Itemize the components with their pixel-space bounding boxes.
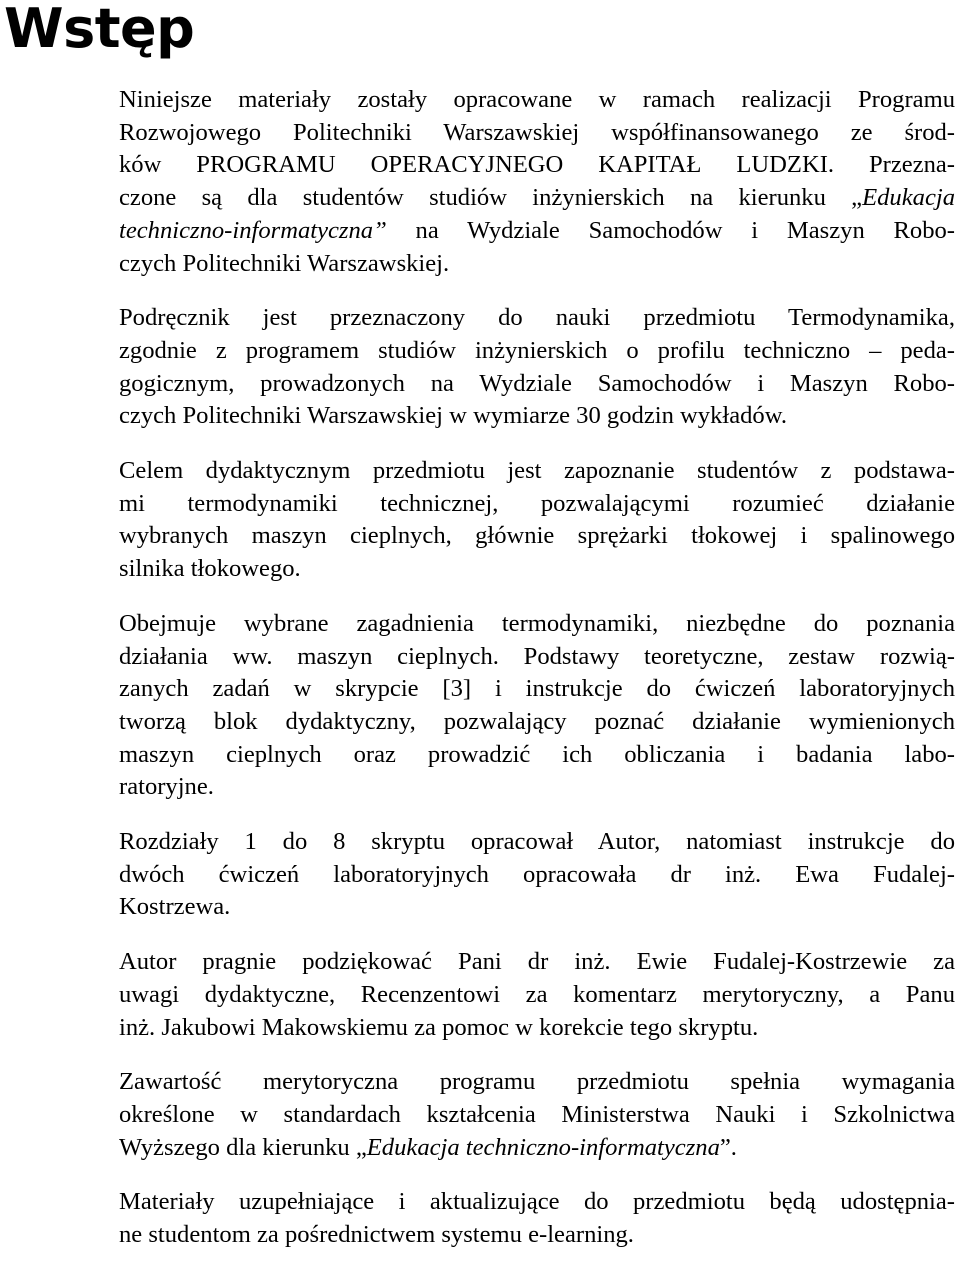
text-run: wybranych maszyn cieplnych, głównie sprężarki tłokowej i spalinowego bbox=[119, 522, 955, 550]
text-run: Kostrzewa. bbox=[119, 893, 231, 921]
text-run: Materiały uzupełniające i aktualizujące do przedmiotu będą udostępnia- bbox=[119, 1188, 955, 1216]
text-run: czone są dla studentów studiów inżynierskich na kierunku „ bbox=[119, 184, 863, 212]
italic-text: techniczno-informatyczna” bbox=[119, 216, 387, 244]
paragraph bbox=[119, 946, 955, 1044]
text-line bbox=[119, 335, 955, 368]
text-line bbox=[119, 673, 955, 706]
text-line bbox=[119, 182, 955, 215]
text-run: czych Politechniki Warszawskiej. bbox=[119, 249, 450, 277]
text-line bbox=[119, 368, 955, 401]
text-run: gogicznym, prowadzonych na Wydziale Samochodów i Maszyn Robo- bbox=[119, 369, 955, 397]
text-line bbox=[119, 891, 955, 924]
text-run: Wyższego dla kierunku „ bbox=[119, 1133, 367, 1161]
paragraph bbox=[119, 455, 955, 586]
text-run: mi termodynamiki technicznej, pozwalającymi rozumieć działanie bbox=[119, 489, 955, 517]
text-run: Rozwojowego Politechniki Warszawskiej współfinansowanego ze środ- bbox=[119, 118, 955, 146]
paragraph bbox=[119, 1066, 955, 1164]
text-line bbox=[119, 706, 955, 739]
text-line bbox=[119, 455, 955, 488]
text-run: Zawartość merytoryczna programu przedmiotu spełnia wymagania bbox=[119, 1068, 955, 1096]
paragraph bbox=[119, 1186, 955, 1251]
text-line bbox=[119, 1219, 955, 1252]
text-run: ratoryjne. bbox=[119, 773, 214, 801]
text-run: Celem dydaktycznym przedmiotu jest zapoznanie studentów z podstawa- bbox=[119, 457, 955, 485]
page-title: Wstęp bbox=[4, 0, 195, 60]
text-line bbox=[119, 979, 955, 1012]
text-run: Autor pragnie podziękować Pani dr inż. Ewie Fudalej-Kostrzewie za bbox=[119, 948, 955, 976]
text-run: Niniejsze materiały zostały opracowane w ramach realizacji Programu bbox=[119, 86, 955, 113]
text-line bbox=[119, 1132, 955, 1165]
text-run: czych Politechniki Warszawskiej w wymiarze 30 godzin wykładów. bbox=[119, 402, 788, 430]
text-run: uwagi dydaktyczne, Recenzentowi za komentarz merytoryczny, a Panu bbox=[119, 980, 955, 1008]
italic-text: Edukacja techniczno-informatyczna bbox=[366, 1133, 720, 1161]
text-line bbox=[119, 553, 955, 586]
text-run: ne studentom za pośrednictwem systemu e-learning. bbox=[119, 1221, 634, 1249]
text-line bbox=[119, 520, 955, 553]
text-line bbox=[119, 248, 955, 281]
text-run: Obejmuje wybrane zagadnienia termodynamiki, niezbędne do poznania bbox=[119, 609, 955, 637]
text-run: zgodnie z programem studiów inżynierskich o profilu techniczno – peda- bbox=[119, 336, 955, 364]
paragraph bbox=[119, 826, 955, 924]
text-line bbox=[119, 1012, 955, 1045]
text-run: Podręcznik jest przeznaczony do nauki przedmiotu Termodynamika, bbox=[119, 304, 955, 332]
document-body bbox=[119, 84, 955, 1252]
text-line bbox=[119, 641, 955, 674]
text-line bbox=[119, 215, 955, 248]
text-run: dwóch ćwiczeń laboratoryjnych opracowała dr inż. Ewa Fudalej- bbox=[119, 860, 955, 888]
text-line bbox=[119, 1186, 955, 1219]
text-line bbox=[119, 1099, 955, 1132]
paragraph bbox=[119, 608, 955, 804]
text-run: ków PROGRAMU OPERACYJNEGO KAPITAŁ LUDZKI. Przezna- bbox=[119, 151, 955, 179]
paragraph bbox=[119, 84, 955, 280]
text-run: Rozdziały 1 do 8 skryptu opracował Autor, natomiast instrukcje do bbox=[119, 828, 955, 856]
text-line bbox=[119, 149, 955, 182]
text-run: tworzą blok dydaktyczny, pozwalający poznać działanie wymienionych bbox=[119, 707, 955, 735]
text-line bbox=[119, 608, 955, 641]
text-line bbox=[119, 771, 955, 804]
text-run: inż. Jakubowi Makowskiemu za pomoc w korekcie tego skryptu. bbox=[119, 1013, 759, 1041]
text-run: ”. bbox=[719, 1133, 737, 1161]
text-line bbox=[119, 400, 955, 433]
paragraph bbox=[119, 302, 955, 433]
text-line bbox=[119, 826, 955, 859]
text-run: działania ww. maszyn cieplnych. Podstawy teoretyczne, zestaw rozwią- bbox=[119, 642, 955, 670]
text-run: zanych zadań w skrypcie [3] i instrukcje do ćwiczeń laboratoryjnych bbox=[119, 675, 955, 703]
text-line bbox=[119, 859, 955, 892]
text-line bbox=[119, 946, 955, 979]
text-line bbox=[119, 117, 955, 150]
text-run: na Wydziale Samochodów i Maszyn Robo- bbox=[386, 216, 955, 244]
text-run: silnika tłokowego. bbox=[119, 555, 301, 583]
text-line bbox=[119, 84, 955, 117]
text-line bbox=[119, 1066, 955, 1099]
text-run: maszyn cieplnych oraz prowadzić ich obliczania i badania labo- bbox=[119, 740, 955, 768]
text-run: określone w standardach kształcenia Ministerstwa Nauki i Szkolnictwa bbox=[119, 1100, 955, 1128]
text-line bbox=[119, 488, 955, 521]
italic-text: Edukacja bbox=[862, 184, 955, 212]
text-line bbox=[119, 302, 955, 335]
text-line bbox=[119, 739, 955, 772]
